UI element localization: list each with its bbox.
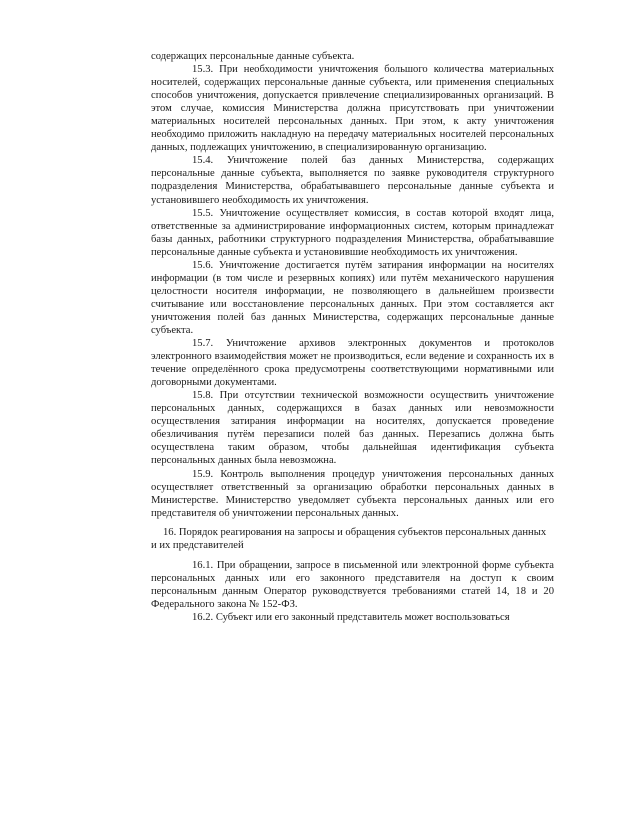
paragraph-15-4: 15.4. Уничтожение полей баз данных Министерства, содержащих персональные данные субъекта, выполняется по заявке руководителя структурного подразделения Министерства, обрабатывавшего персональные данные субъекта и установившего необходимость их уничтожения. [151, 155, 554, 206]
paragraph-15-8: 15.8. При отсутствии технической возможности осуществить уничтожение персональных данных, содержащихся в базах данных или невозможности осуществления затирания информации на носителях, допускается проведение обезличивания путём перезаписи полей баз данных. Перезапись должна быть осуществлена таким образом, чтобы дальнейшая идентификация субъекта персональных данных была невозможна. [151, 390, 554, 467]
paragraph-15-5: 15.5. Уничтожение осуществляет комиссия, в состав которой входят лица, ответственные за администрирование информационных систем, которым принадлежат базы данных, работники структурного подразделения Министерства, обрабатывавшие персональные данные субъекта и установившие необходимость их уничтожения. [151, 207, 554, 258]
paragraph-15-6: 15.6. Уничтожение достигается путём затирания информации на носителях информации (в том числе и резервных копиях) или путём механического нарушения целостности носителя информации, не позволяющего в дальнейшем произвести считывание или восстановление персональных данных. При этом составляется акт уничтожения полей баз данных Министерства, содержащих персональные данные субъекта. [151, 259, 554, 336]
paragraph-continuation: содержащих персональные данные субъекта. [151, 51, 355, 62]
paragraph-15-9: 15.9. Контроль выполнения процедур уничтожения персональных данных осуществляет ответственный за организацию обработки персональных данных в Министерстве. Министерство уведомляет субъекта персональных данных или его представителя об уничтожении персональных данных. [151, 468, 554, 519]
document-body [151, 50, 554, 624]
paragraph-15-7: 15.7. Уничтожение архивов электронных документов и протоколов электронного взаимодействия может не производиться, если ведение и сохранность их в течение определённого срока предусмотрены соответствующими нормативными или договорными документами. [151, 338, 554, 389]
paragraph-15-3: 15.3. При необходимости уничтожения большого количества материальных носителей, содержащих персональные данные субъекта, или применения специальных способов уничтожения, допускается привлечение специализированных организаций. В этом случае, комиссия Министерства должна присутствовать при уничтожении материальных носителей персональных данных. При этом, к акту уничтожения необходимо приложить накладную на передачу материальных носителей персональных данных, подлежащих уничтожению, в специализированную организацию. [151, 64, 554, 154]
section-heading-16: 16. Порядок реагирования на запросы и обращения субъектов персональных данных и их представителей [151, 526, 547, 551]
paragraph-16-1: 16.1. При обращении, запросе в письменной или электронной форме субъекта персональных данных или его законного представителя на доступ к своим персональным данным Оператор руководствуется требованиями статей 14, 18 и 20 Федерального закона № 152-ФЗ. [151, 559, 554, 610]
paragraph-16-2: 16.2. Субъект или его законный представитель может воспользоваться [192, 611, 510, 623]
